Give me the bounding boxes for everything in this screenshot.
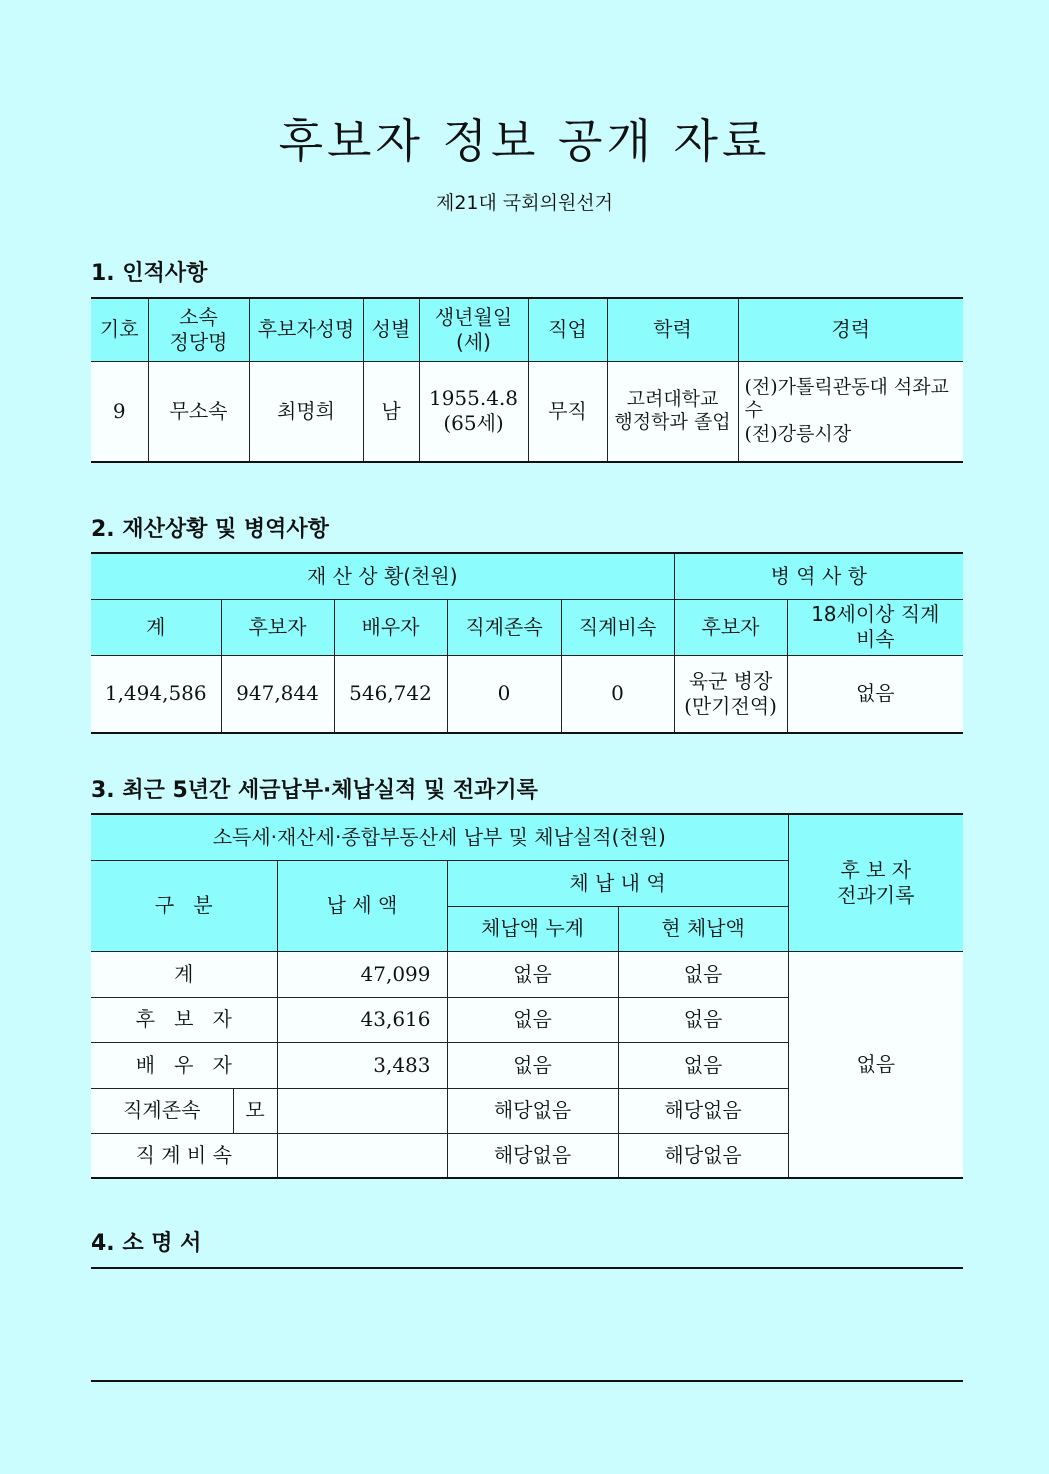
cell-arrears-current: 없음 (618, 951, 788, 997)
header-career: 경력 (738, 298, 963, 361)
header-arrears-total: 체납액 누계 (447, 906, 618, 951)
page-title: 후보자 정보 공개 자료 (278, 114, 771, 168)
cell-arrears-current: 없음 (618, 997, 788, 1042)
cell-paid: 3,483 (277, 1042, 447, 1088)
cell-paid (277, 1133, 447, 1178)
header-asset-spouse: 배우자 (334, 599, 447, 655)
header-party: 소속 정당명 (148, 298, 249, 361)
header-gender: 성별 (363, 298, 419, 361)
header-asset-ascendant: 직계존속 (447, 599, 561, 655)
cell-asset-spouse: 546,742 (334, 655, 447, 733)
row-label: 직 계 비 속 (91, 1133, 277, 1178)
row-sublabel: 모 (233, 1088, 277, 1133)
cell-job: 무직 (528, 361, 607, 462)
cell-paid: 43,616 (277, 997, 447, 1042)
statement-bottom-rule (91, 1380, 963, 1382)
statement-top-rule (91, 1267, 963, 1269)
row-label: 계 (91, 951, 277, 997)
cell-paid: 47,099 (277, 951, 447, 997)
header-paid: 납 세 액 (277, 860, 447, 951)
section-4-title: 4. 소 명 서 (91, 1231, 202, 1256)
page-subtitle: 제21대 국회의원선거 (435, 192, 614, 214)
header-asset-total: 계 (91, 599, 221, 655)
header-military-group: 병 역 사 항 (674, 553, 963, 599)
cell-asset-candidate: 947,844 (221, 655, 334, 733)
cell-criminal-record: 없음 (788, 951, 963, 1178)
cell-arrears-total: 없음 (447, 951, 618, 997)
tax-criminal-table (91, 813, 963, 1179)
header-criminal-record: 후 보 자 전과기록 (788, 814, 963, 951)
row-label: 배 우 자 (91, 1042, 277, 1088)
section-1-title: 1. 인적사항 (91, 261, 208, 286)
cell-arrears-current: 해당없음 (618, 1133, 788, 1178)
cell-military-candidate: 육군 병장 (만기전역) (674, 655, 787, 733)
cell-birth: 1955.4.8 (65세) (419, 361, 528, 462)
header-no: 기호 (91, 298, 148, 361)
cell-arrears-total: 없음 (447, 997, 618, 1042)
header-asset-descendant: 직계비속 (561, 599, 674, 655)
cell-asset-ascendant: 0 (447, 655, 561, 733)
cell-asset-total: 1,494,586 (91, 655, 221, 733)
header-name: 후보자성명 (249, 298, 363, 361)
header-job: 직업 (528, 298, 607, 361)
cell-gender: 남 (363, 361, 419, 462)
header-education: 학력 (607, 298, 738, 361)
section-3-title: 3. 최근 5년간 세금납부·체납실적 및 전과기록 (91, 778, 538, 803)
cell-arrears-current: 없음 (618, 1042, 788, 1088)
header-category: 구 분 (91, 860, 277, 951)
cell-career: (전)가톨릭관동대 석좌교수 (전)강릉시장 (738, 361, 963, 462)
cell-name: 최명희 (249, 361, 363, 462)
header-military-candidate: 후보자 (674, 599, 787, 655)
header-arrears: 체 납 내 역 (447, 860, 788, 906)
cell-party: 무소속 (148, 361, 249, 462)
header-arrears-current: 현 체납액 (618, 906, 788, 951)
cell-arrears-total: 해당없음 (447, 1088, 618, 1133)
header-asset-candidate: 후보자 (221, 599, 334, 655)
row-label: 후 보 자 (91, 997, 277, 1042)
cell-arrears-current: 해당없음 (618, 1088, 788, 1133)
cell-paid (277, 1088, 447, 1133)
header-birth: 생년월일 (세) (419, 298, 528, 361)
cell-arrears-total: 없음 (447, 1042, 618, 1088)
section-2-title: 2. 재산상황 및 병역사항 (91, 517, 329, 542)
cell-arrears-total: 해당없음 (447, 1133, 618, 1178)
property-military-table (91, 552, 963, 734)
header-tax-group: 소득세·재산세·종합부동산세 납부 및 체납실적(천원) (91, 814, 788, 860)
cell-education: 고려대학교 행정학과 졸업 (607, 361, 738, 462)
table-row (91, 951, 963, 997)
cell-no: 9 (91, 361, 148, 462)
row-label: 직계존속 (91, 1088, 233, 1133)
cell-asset-descendant: 0 (561, 655, 674, 733)
cell-military-descendant: 없음 (787, 655, 963, 733)
header-military-descendant: 18세이상 직계 비속 (787, 599, 963, 655)
personal-info-table (91, 297, 963, 463)
header-asset-group: 재 산 상 황(천원) (91, 553, 674, 599)
